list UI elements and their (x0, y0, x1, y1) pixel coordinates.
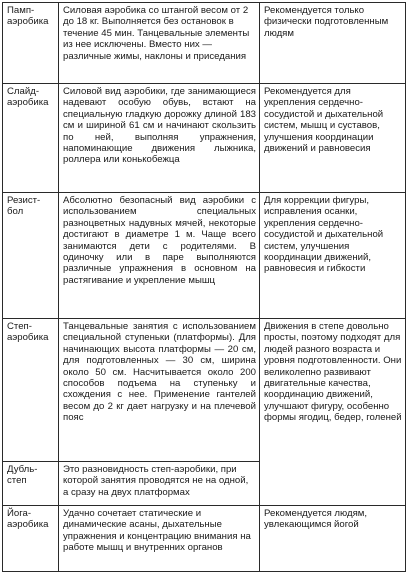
recommendation-cell (260, 193, 406, 319)
recommendation-cell (260, 84, 406, 193)
type-name: Резист-бол (7, 195, 41, 218)
type-recommendation: Движения в степе довольно просты, поэтому подходят для людей разного возраста и уровня подготовленности. Они великолепно развивают двигательные качества, координацию движений, улучшают фигуру, особенно формы ягодиц, бедер, голеней (264, 321, 402, 424)
type-recommendation: Для коррекции фигуры, исправления осанки, укрепления сердечно-сосудистой и дыхательной систем, улучшения координации движений, равновесия и гибкости (264, 195, 384, 275)
recommendation-cell (260, 319, 406, 506)
table-row (3, 3, 406, 84)
type-recommendation: Рекомендуется для укрепления сердечно-сосудистой и дыхательной систем, мышц и суставов, улучшения координации движений и равновесия (264, 86, 384, 155)
type-name-cell (3, 193, 59, 319)
type-name: Слайд-аэробика (7, 86, 49, 109)
table-row (3, 506, 406, 572)
type-name-cell (3, 84, 59, 193)
type-description: Удачно сочетает статические и динамические асаны, дыхательные упражнения и концентрацию внимания на работе мышц и внутренних органов (63, 508, 251, 554)
description-cell (59, 319, 260, 462)
type-recommendation: Рекомендуется только физически подготовленным людям (264, 5, 389, 39)
type-description: Силовая аэробика со штангой весом от 2 до 18 кг. Выполняется без остановок в течение 45 мин. Танцевальные элементы из нее исключены. Вместо них — различные жимы, наклоны и приседания (63, 5, 250, 62)
type-name-cell (3, 3, 59, 84)
type-description: Абсолютно безопасный вид аэробики с использованием специальных разноцветных надувных мячей, некоторые достигают в диаметре 1 м. Чаще всего занимаются дети с родителями. В одиночку или в паре выполняются различные упражнения в основном на растягивание и укрепление мышц (63, 195, 256, 286)
type-description: Танцевальные занятия с использованием специальной ступеньки (платформы). Для начинающих высота платформы — 20 см, для подготовленных — 30 см, ширина около 50 см. Насчитывается около 200 способов подъема на ступеньку и схождения с нее. Применение гантелей весом до 2 кг дает нагрузку и на плечевой пояс (63, 321, 256, 424)
description-cell (59, 506, 260, 572)
table-row (3, 319, 406, 462)
type-description: Силовой вид аэробики, где занимающиеся надевают особую обувь, встают на специальную гладкую дорожку длиной 183 см и шириной 61 см и начинают скользить по ней, выполняя упражнения, напоминающие движения лыжника, роллера или конькобежца (63, 86, 256, 166)
type-name: Степ-аэробика (7, 321, 49, 344)
type-name-cell (3, 506, 59, 572)
type-name: Йога-аэробика (7, 508, 49, 531)
description-cell (59, 462, 260, 506)
description-cell (59, 3, 260, 84)
description-cell (59, 193, 260, 319)
type-description: Это разновидность степ-аэробики, при которой занятия проводятся не на одной, а сразу на двух платформах (63, 464, 249, 498)
recommendation-cell (260, 506, 406, 572)
aerobics-types-table (2, 2, 406, 572)
table-row (3, 84, 406, 193)
type-name: Дубль-степ (7, 464, 38, 487)
description-cell (59, 84, 260, 193)
recommendation-cell (260, 3, 406, 84)
type-name: Памп-аэробика (7, 5, 49, 28)
table-row (3, 193, 406, 319)
type-name-cell (3, 462, 59, 506)
type-recommendation: Рекомендуется людям, увлекающимся йогой (264, 508, 368, 531)
type-name-cell (3, 319, 59, 462)
